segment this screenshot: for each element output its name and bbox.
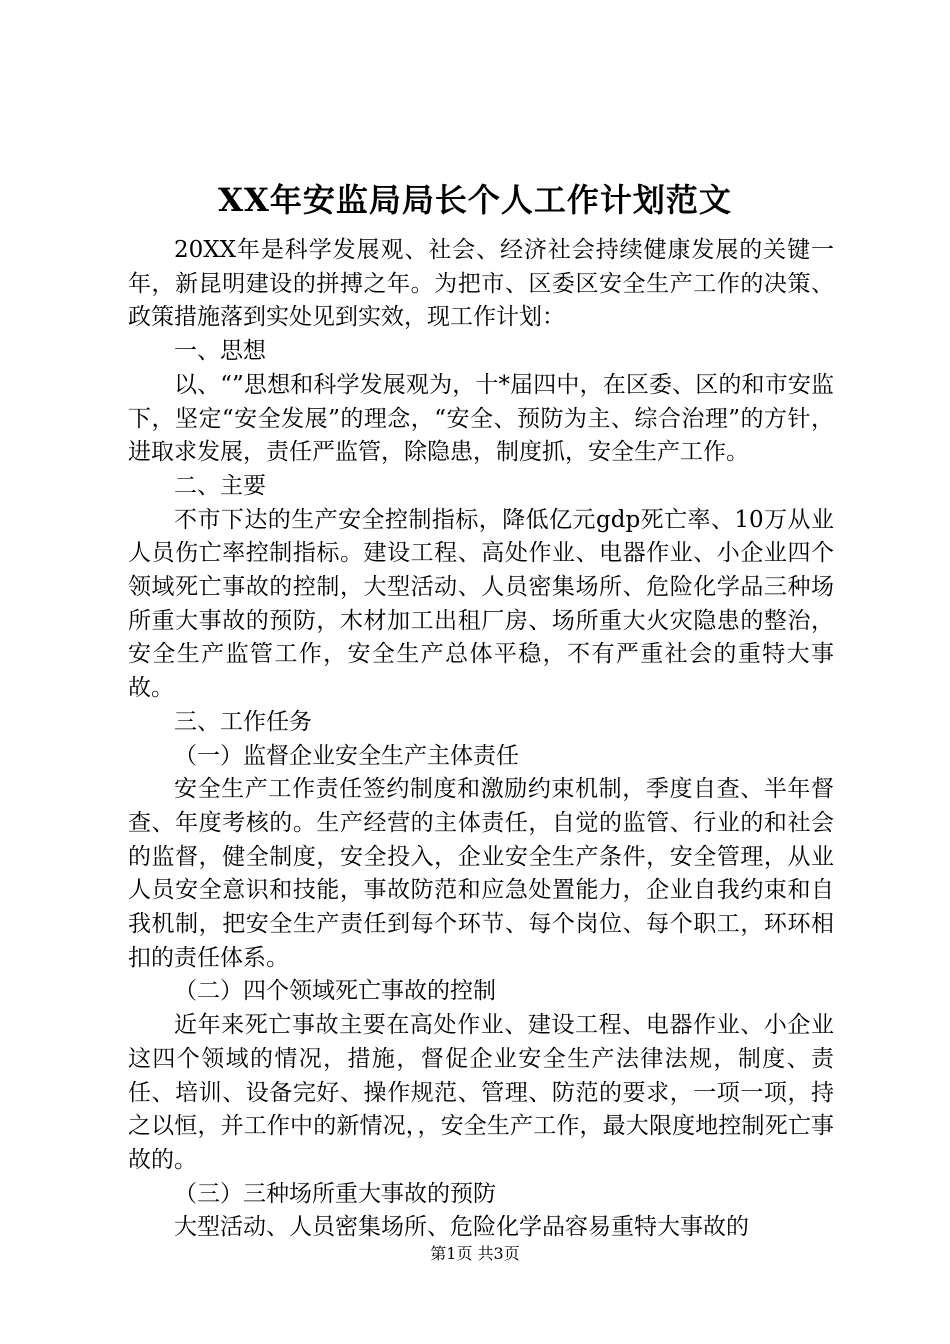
section-heading-main: 二、主要 [174, 472, 266, 499]
paragraph-intro: 20XX年是科学发展观、社会、经济社会持续健康发展的关键一年，新昆明建设的拼搏之年。为把市、区委区安全生产工作的决策、政策措施落到实处见到实效，现工作计划： [128, 237, 834, 331]
paragraph-thought: 以、“”思想和科学发展观为，十*届四中，在区委、区的和市安监下，坚定“安全发展”的理念，“安全、预防为主、综合治理”的方针，进取求发展，责任严监管，除隐患，制度抓，安全生产工作。 [128, 371, 834, 466]
subsection-heading-3: （三）三种场所重大事故的预防 [174, 1180, 496, 1207]
subsection-heading-1: （一）监督企业安全生产主体责任 [174, 742, 519, 769]
paragraph-main: 不市下达的生产安全控制指标，降低亿元gdp死亡率、10万从业人员伤亡率控制指标。建设工程、高处作业、电器作业、小企业四个领域死亡事故的控制，大型活动、人员密集场所、危险化学品三种场所重大事故的预防，木材加工出租厂房、场所重大火灾隐患的整治，安全生产监管工作，安全生产总体平稳，不有严重社会的重特大事故。 [128, 506, 834, 702]
section-heading-thought: 一、思想 [174, 338, 266, 365]
page-footer: 第1页 共3页 [430, 1244, 520, 1263]
paragraph-task-3: 大型活动、人员密集场所、危险化学品容易重特大事故的 [174, 1214, 749, 1241]
document-body [128, 234, 834, 1245]
document-title: XX年安监局局长个人工作计划范文 [218, 181, 732, 219]
subsection-heading-2: （二）四个领域死亡事故的控制 [174, 978, 496, 1005]
paragraph-task-2: 近年来死亡事故主要在高处作业、建设工程、电器作业、小企业这四个领域的情况，措施，督促企业安全生产法律法规，制度、责任、培训、设备完好、操作规范、管理、防范的要求，一项一项，持之以恒，并工作中的新情况，，安全生产工作，最大限度地控制死亡事故的。 [128, 1012, 834, 1173]
paragraph-task-1: 安全生产工作责任签约制度和激励约束机制，季度自查、半年督查、年度考核的。生产经营的主体责任，自觉的监管、行业的和社会的监督，健全制度，安全投入，企业安全生产条件，安全管理，从业人员安全意识和技能，事故防范和应急处置能力，企业自我约束和自我机制，把安全生产责任到每个环节、每个岗位、每个职工，环环相扣的责任体系。 [128, 776, 834, 971]
section-heading-tasks: 三、工作任务 [174, 708, 312, 735]
